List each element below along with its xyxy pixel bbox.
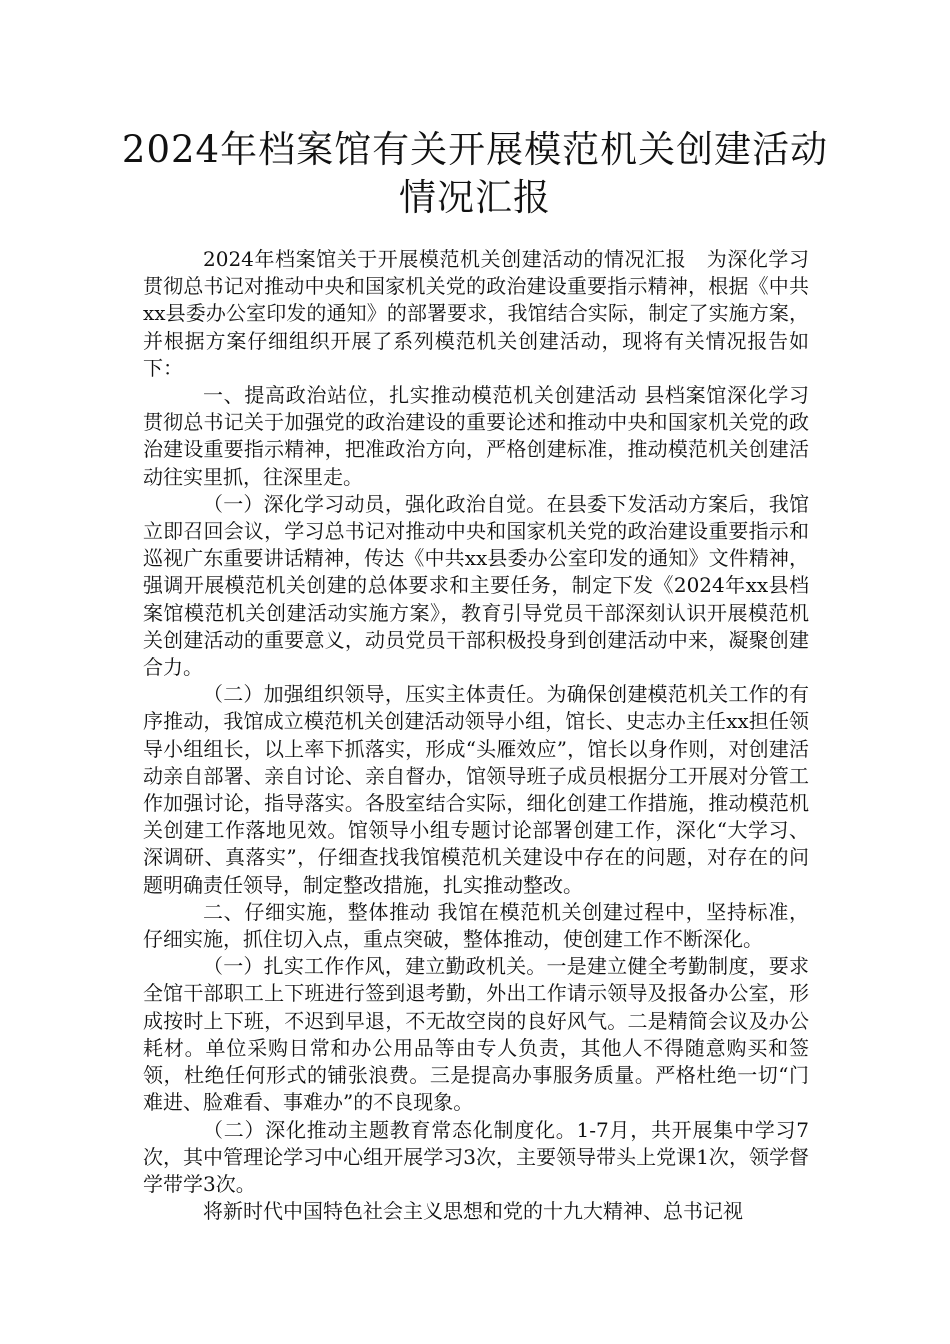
document-title xyxy=(120,126,830,222)
paragraph-section-1: 一、提高政治站位，扎实推动模范机关创建活动 县档案馆深化学习贯彻总书记关于加强党的政治建设的重要论述和推动中央和国家机关党的政治建设重要指示精神，把准政治方向，严格创建标准，推动模范机关创建活动往实里抓，往深里走。 xyxy=(143,383,809,489)
paragraph-section-2: 二、仔细实施，整体推动 我馆在模范机关创建过程中，坚持标准，仔细实施，抓住切入点，重点突破，整体推动，使创建工作不断深化。 xyxy=(143,899,809,952)
paragraph-section-1-item-2: （二）加强组织领导，压实主体责任。为确保创建模范机关工作的有序推动，我馆成立模范机关创建活动领导小组，馆长、史志办主任xx担任领导小组组长，以上率下抓落实，形成“头雁效应”，馆长以身作则，对创建活动亲自部署、亲自讨论、亲自督办，馆领导班子成员根据分工开展对分管工作加强讨论，指导落实。各股室结合实际，细化创建工作措施，推动模范机关创建工作落地见效。馆领导小组专题讨论部署创建工作，深化“大学习、深调研、真落实”，仔细查找我馆模范机关建设中存在的问题，对存在的问题明确责任领导，制定整改措施，扎实推动整改。 xyxy=(143,682,809,897)
paragraph-section-1-item-1: （一）深化学习动员，强化政治自觉。在县委下发活动方案后，我馆立即召回会议，学习总书记对推动中央和国家机关党的政治建设重要指示和巡视广东重要讲话精神，传达《中共xx县委办公室印发的通知》文件精神，强调开展模范机关创建的总体要求和主要任务，制定下发《2024年xx县档案馆模范机关创建活动实施方案》，教育引导党员干部深刻认识开展模范机关创建活动的重要意义，动员党员干部积极投身到创建活动中来，凝聚创建合力。 xyxy=(143,491,809,680)
paragraph-section-2-item-1: （一）扎实工作作风，建立勤政机关。一是建立健全考勤制度，要求全馆干部职工上下班进行签到退考勤，外出工作请示领导及报备办公室，形成按时上下班，不迟到早退，不无故空岗的良好风气。二是精简会议及办公耗材。单位采购日常和办公用品等由专人负责，其他人不得随意购买和签领，杜绝任何形式的铺张浪费。三是提高办事服务质量。严格杜绝一切“门难进、脸难看、事难办”的不良现象。 xyxy=(143,954,809,1115)
document-body xyxy=(143,246,809,1225)
paragraph-continuation: 将新时代中国特色社会主义思想和党的十九大精神、总书记视 xyxy=(203,1199,743,1224)
paragraph-section-2-item-2: （二）深化推动主题教育常态化制度化。1-7月，共开展集中学习7次，其中管理论学习中心组开展学习3次，主要领导带头上党课1次，领学督学带学3次。 xyxy=(143,1117,809,1196)
title-line-2: 情况汇报 xyxy=(399,176,551,219)
title-line-1: 2024年档案馆有关开展模范机关创建活动 xyxy=(121,128,829,171)
paragraph-intro: 2024年档案馆关于开展模范机关创建活动的情况汇报 为深化学习贯彻总书记对推动中央和国家机关党的政治建设重要指示精神，根据《中共xx县委办公室印发的通知》的部署要求，我馆结合实际，制定了实施方案，并根据方案仔细组织开展了系列模范机关创建活动，现将有关情况报告如下： xyxy=(143,247,809,380)
